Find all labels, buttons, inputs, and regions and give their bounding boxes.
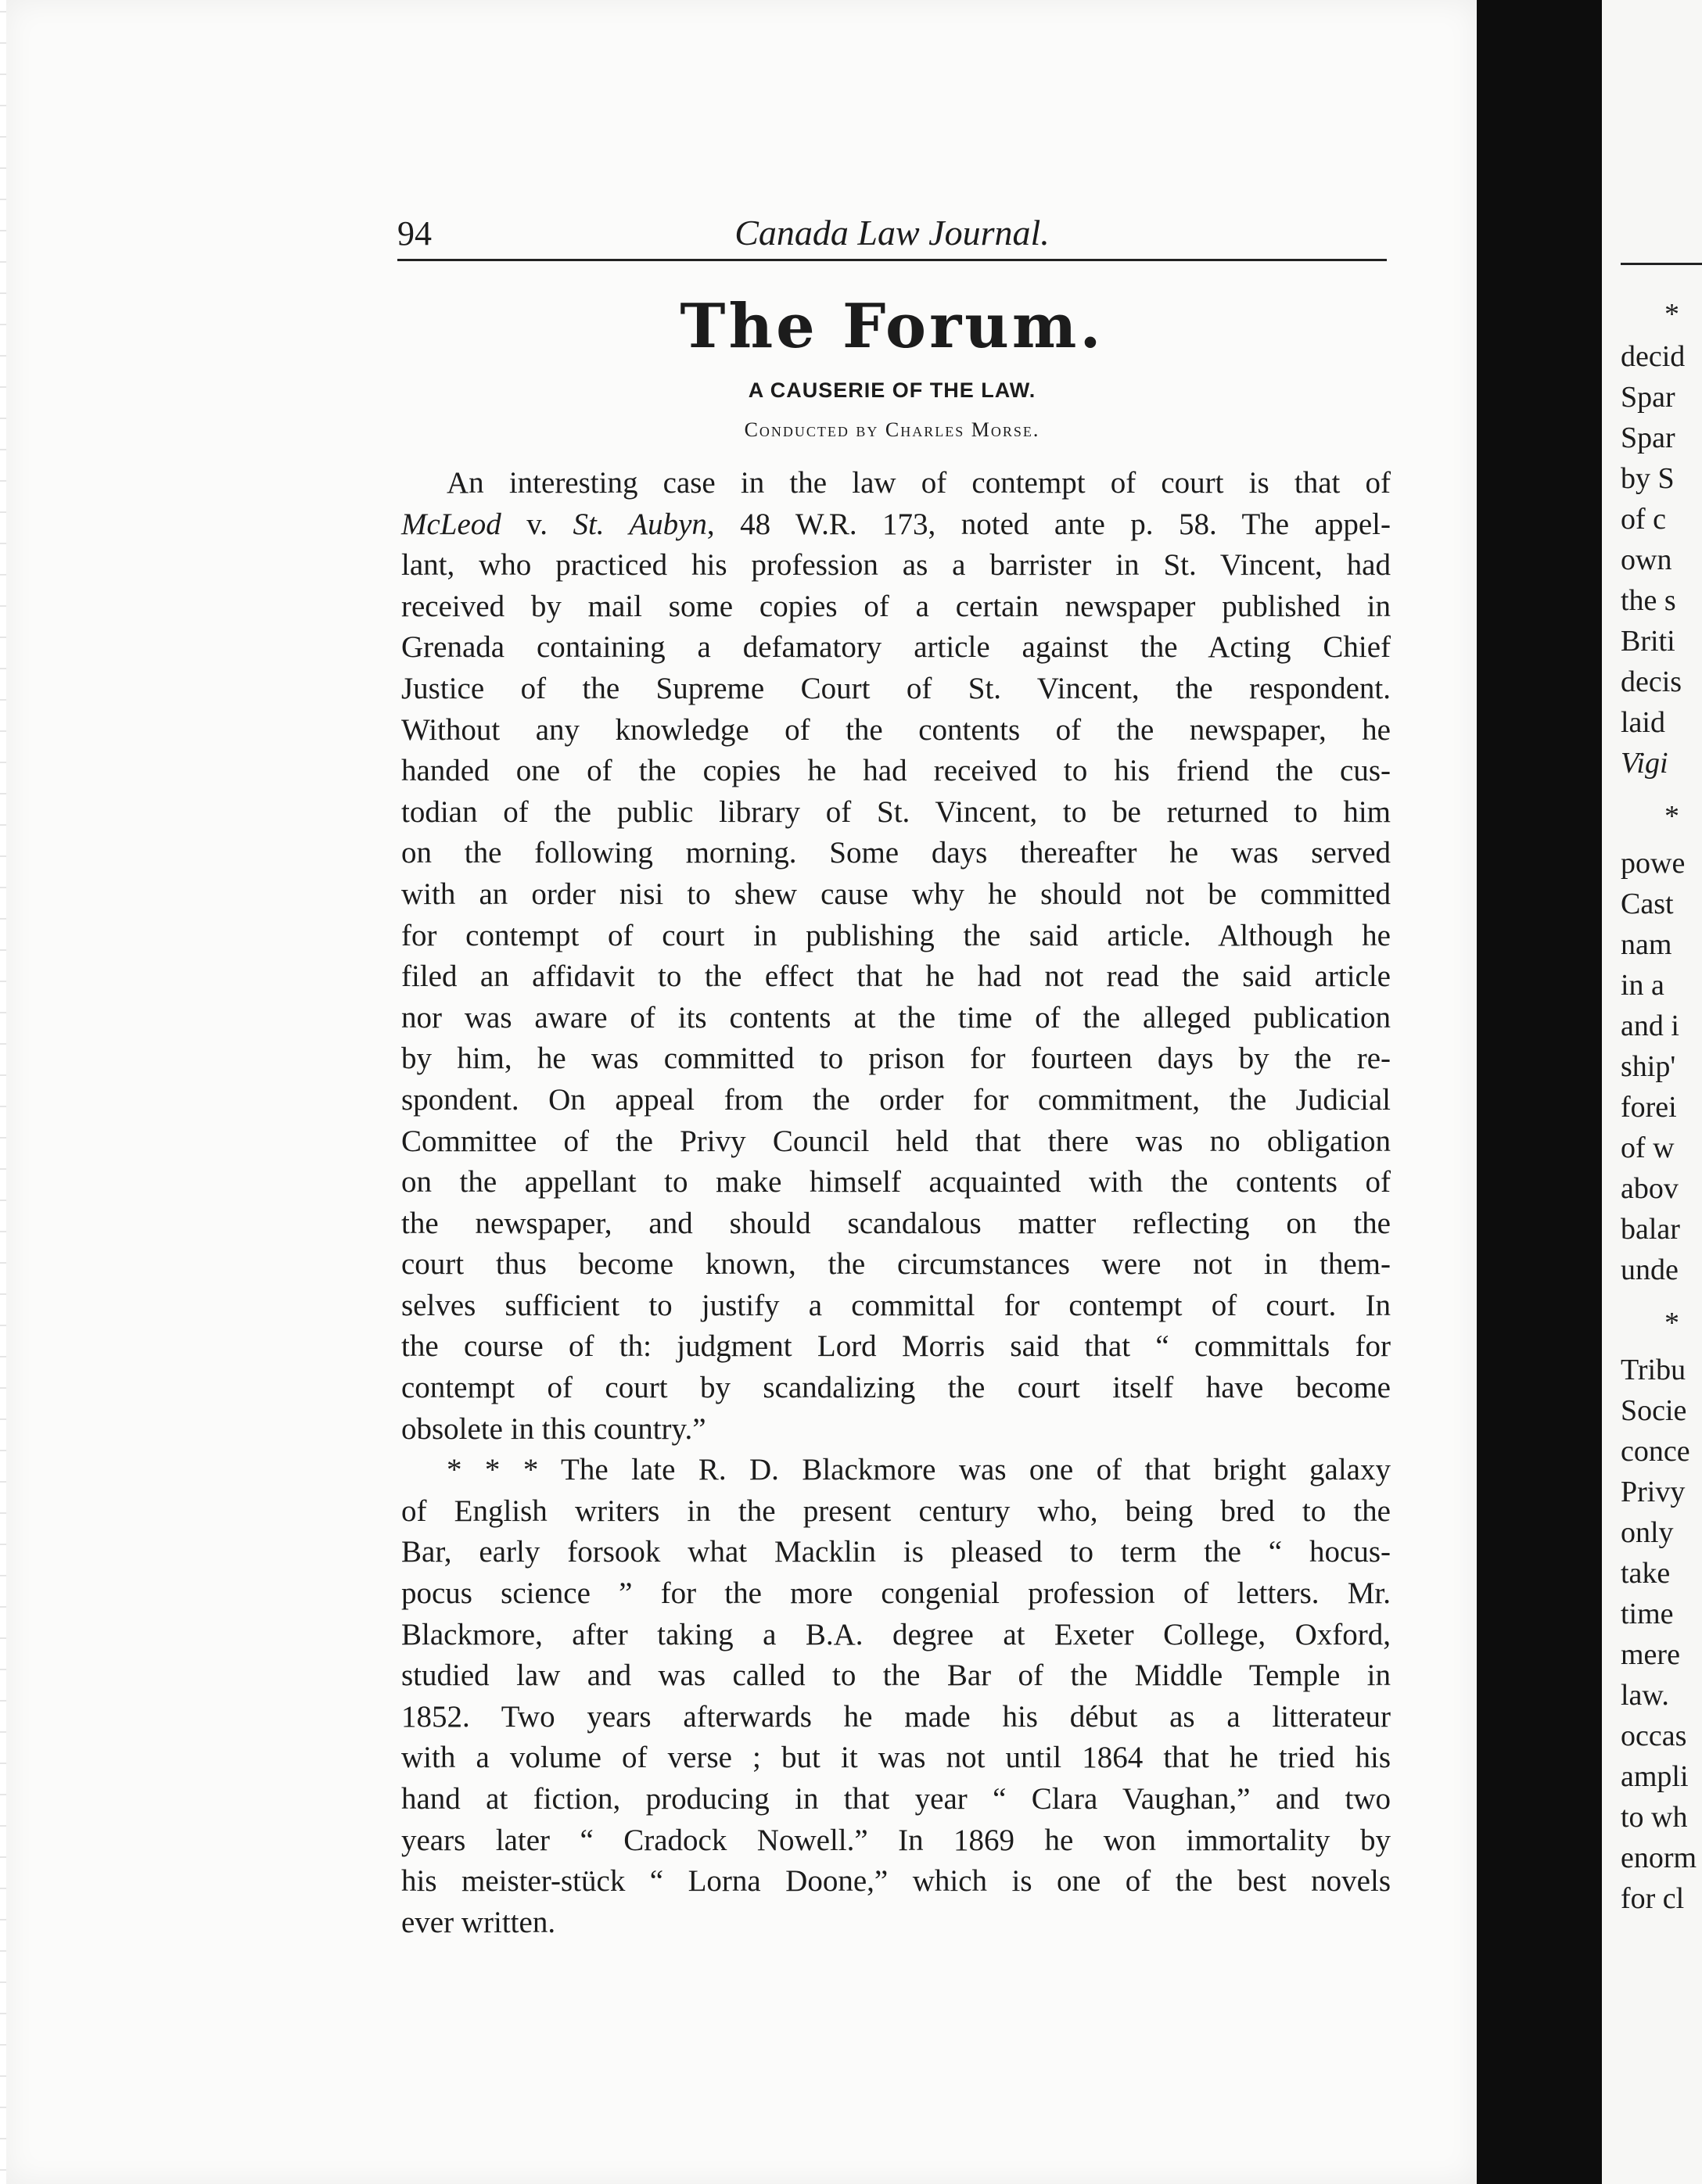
adjacent-text-line: decid <box>1621 340 1686 373</box>
adjacent-page-fragment <box>1602 0 1702 2184</box>
text-line: of English writers in the present century who, being bred to the <box>401 1494 1391 1528</box>
adjacent-text-line: ampli <box>1621 1760 1689 1793</box>
text-line: court thus become known, the circumstances were not in them- <box>401 1247 1391 1282</box>
text-line: pocus science ” for the more congenial profession of letters. Mr. <box>401 1576 1391 1611</box>
section-subtitle: A CAUSERIE OF THE LAW. <box>748 378 1036 402</box>
text-line: Bar, early forsook what Macklin is pleased to term the “ hocus- <box>401 1535 1391 1569</box>
text-line: received by mail some copies of a certain newspaper published in <box>401 589 1391 623</box>
adjacent-text-line: Spar <box>1621 421 1675 454</box>
adjacent-text-line: in a <box>1621 969 1664 1002</box>
text-line: with a volume of verse ; but it was not until 1864 that he tried his <box>401 1741 1391 1775</box>
text-line: lant, who practiced his profession as a barrister in St. Vincent, had <box>401 548 1391 583</box>
text-line: Blackmore, after taking a B.A. degree at Exeter College, Oxford, <box>401 1617 1391 1651</box>
adjacent-text-line: Cast <box>1621 888 1674 920</box>
case-party-1: McLeod <box>401 507 501 541</box>
text-line: Without any knowledge of the contents of the newspaper, he <box>401 712 1391 747</box>
adjacent-text-line: time <box>1621 1598 1674 1630</box>
adjacent-text-line: conce <box>1621 1435 1690 1468</box>
text-line: filed an affidavit to the effect that he had not read the said article <box>401 959 1391 994</box>
text-line: on the following morning. Some days thereafter he was served <box>401 836 1391 870</box>
adjacent-text-line: forei <box>1621 1091 1677 1124</box>
adjacent-text-line: to wh <box>1621 1801 1688 1834</box>
text-line: hand at fiction, producing in that year “ Clara Vaughan,” and two <box>401 1782 1391 1816</box>
text-line: nor was aware of its contents at the time of the alleged publication <box>401 1000 1391 1035</box>
adjacent-text-line: balar <box>1621 1213 1680 1246</box>
adjacent-text-line: of c <box>1621 503 1667 536</box>
page-header <box>397 211 1387 261</box>
adjacent-text-line: Privy <box>1621 1476 1686 1508</box>
text-line: An interesting case in the law of contempt of court is that of <box>447 466 1391 500</box>
adjacent-text-line: powe <box>1621 847 1686 880</box>
paragraph-contempt-of-court <box>401 463 1391 1450</box>
adjacent-text-line: the s <box>1621 584 1676 617</box>
adjacent-text-line: own <box>1621 543 1672 576</box>
page-number: 94 <box>397 214 432 253</box>
text-line: Committee of the Privy Council held that there was no obligation <box>401 1124 1391 1158</box>
text-line: Grenada containing a defamatory article against the Acting Chief <box>401 630 1391 665</box>
paragraph-blackmore <box>401 1450 1391 1943</box>
text-line: handed one of the copies he had received to his friend the cus- <box>401 754 1391 788</box>
text-line: todian of the public library of St. Vincent, to be returned to him <box>401 794 1391 829</box>
adjacent-text-line: * <box>1664 298 1679 331</box>
case-versus: v. <box>501 507 573 541</box>
text-line: for contempt of court in publishing the said article. Although he <box>401 918 1391 952</box>
adjacent-text-line: Tribu <box>1621 1354 1686 1386</box>
section-title: The Forum. <box>680 291 1104 362</box>
adjacent-text-line: Vigi <box>1621 747 1668 780</box>
adjacent-header-rule <box>1621 263 1702 265</box>
article-body <box>401 463 1391 1943</box>
adjacent-text-line: Socie <box>1621 1394 1687 1427</box>
adjacent-text-line: decis <box>1621 665 1682 698</box>
adjacent-text-line: * <box>1664 1307 1679 1339</box>
adjacent-text-line: ship' <box>1621 1050 1676 1083</box>
text-line: obsolete in this country.” <box>401 1411 706 1446</box>
case-party-2: St. Aubyn <box>573 507 707 541</box>
journal-page <box>6 0 1481 2184</box>
text-line: contempt of court by scandalizing the court itself have become <box>401 1371 1391 1405</box>
adjacent-text-line: and i <box>1621 1010 1679 1042</box>
text-line: his meister-stück “ Lorna Doone,” which is one of the best novels <box>401 1864 1391 1899</box>
text-line: * * * The late R. D. Blackmore was one of that bright galaxy <box>447 1453 1391 1487</box>
running-title: Canada Law Journal. <box>734 213 1050 253</box>
text-line: spondent. On appeal from the order for commitment, the Judicial <box>401 1082 1391 1117</box>
adjacent-text-line: of w <box>1621 1131 1675 1164</box>
adjacent-text-line: law. <box>1621 1679 1669 1712</box>
text-line: the newspaper, and should scandalous matter reflecting on the <box>401 1206 1391 1240</box>
text-line: 1852. Two years afterwards he made his début as a litterateur <box>401 1699 1391 1734</box>
text-line: studied law and was called to the Bar of the Middle Temple in <box>401 1659 1391 1693</box>
adjacent-text-line: * <box>1664 800 1679 833</box>
header-rule <box>397 259 1387 261</box>
text-line: years later “ Cradock Nowell.” In 1869 he won immortality by <box>401 1823 1391 1857</box>
adjacent-text-line: by S <box>1621 462 1675 495</box>
adjacent-text-line: Spar <box>1621 381 1675 414</box>
text-line: on the appellant to make himself acquainted with the contents of <box>401 1165 1391 1200</box>
adjacent-text-line: Briti <box>1621 625 1675 658</box>
adjacent-text-line: for cl <box>1621 1882 1685 1915</box>
adjacent-text-line: mere <box>1621 1638 1680 1671</box>
text-line: ever written. <box>401 1905 556 1939</box>
text-line <box>401 504 1391 546</box>
adjacent-text-line: abov <box>1621 1172 1679 1205</box>
adjacent-text-line: unde <box>1621 1253 1679 1286</box>
text-line-rest: , 48 W.R. 173, noted ante p. 58. The appel- <box>706 507 1391 541</box>
text-line: the course of th: judgment Lord Morris said that “ committals for <box>401 1329 1391 1364</box>
text-line: selves sufficient to justify a committal for contempt of court. In <box>401 1288 1391 1322</box>
adjacent-text-line: nam <box>1621 928 1672 961</box>
byline: Conducted by Charles Morse. <box>744 418 1040 441</box>
adjacent-text-line: occas <box>1621 1720 1687 1752</box>
book-gutter <box>1477 0 1602 2184</box>
adjacent-text-line: only <box>1621 1516 1674 1549</box>
text-line: by him, he was committed to prison for fourteen days by the re- <box>401 1042 1391 1076</box>
adjacent-text-line: enorm <box>1621 1842 1697 1874</box>
adjacent-text-line: laid <box>1621 706 1665 739</box>
text-line: with an order nisi to shew cause why he should not be committed <box>401 877 1391 911</box>
text-line: Justice of the Supreme Court of St. Vincent, the respondent. <box>401 671 1391 705</box>
adjacent-text-line: take <box>1621 1557 1671 1590</box>
